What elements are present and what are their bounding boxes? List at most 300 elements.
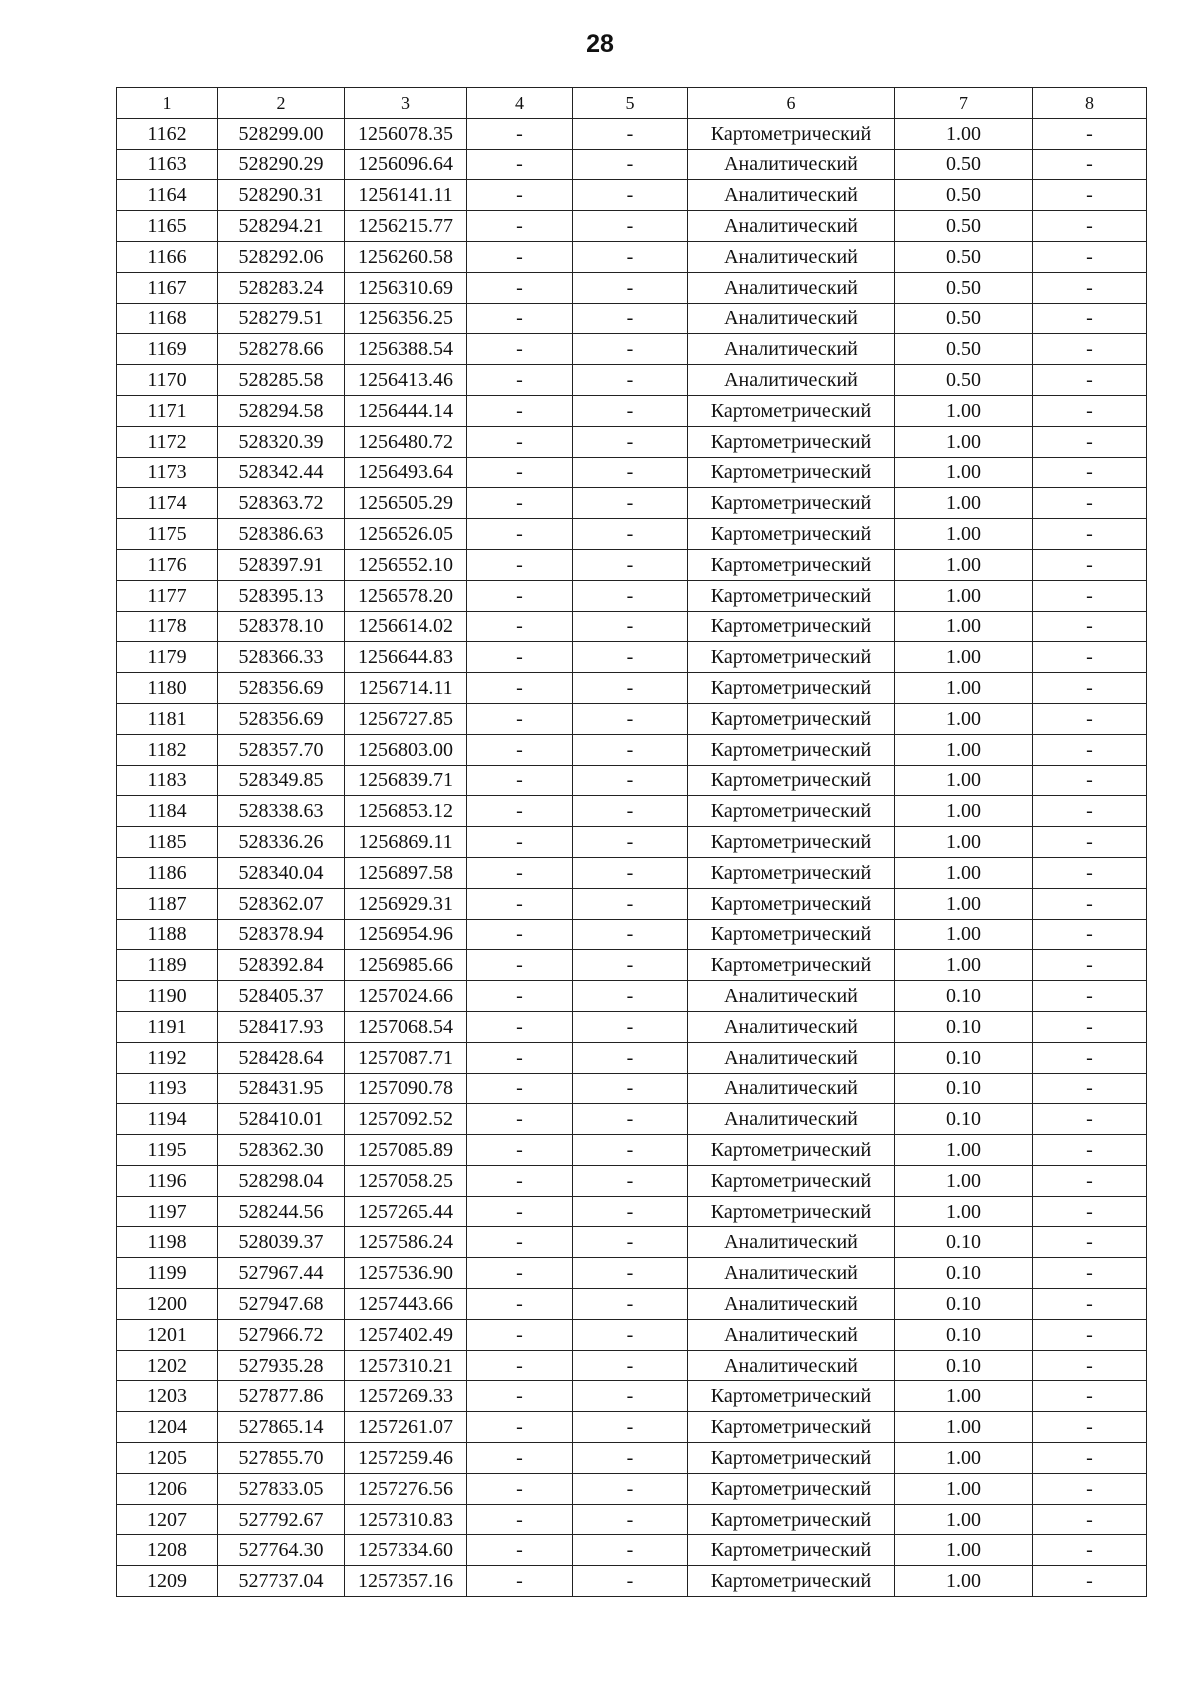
y-coordinate-cell: 1257269.33	[345, 1381, 467, 1412]
point-number-cell: 1182	[117, 734, 218, 765]
column-4-cell: -	[467, 1135, 573, 1166]
accuracy-cell: 0.10	[895, 1258, 1033, 1289]
column-4-cell: -	[467, 765, 573, 796]
point-number-cell: 1198	[117, 1227, 218, 1258]
y-coordinate-cell: 1257402.49	[345, 1319, 467, 1350]
method-cell: Картометрический	[688, 395, 895, 426]
column-5-cell: -	[573, 1258, 688, 1289]
y-coordinate-cell: 1256260.58	[345, 241, 467, 272]
column-5-cell: -	[573, 580, 688, 611]
column-4-cell: -	[467, 950, 573, 981]
point-number-cell: 1201	[117, 1319, 218, 1350]
x-coordinate-cell: 528356.69	[218, 673, 345, 704]
method-cell: Аналитический	[688, 303, 895, 334]
column-8-cell: -	[1033, 1443, 1147, 1474]
table-row	[117, 488, 1147, 519]
table-row	[117, 642, 1147, 673]
method-cell: Картометрический	[688, 549, 895, 580]
column-4-cell: -	[467, 919, 573, 950]
column-header: 1	[117, 88, 218, 119]
x-coordinate-cell: 528244.56	[218, 1196, 345, 1227]
method-cell: Аналитический	[688, 1319, 895, 1350]
table-row	[117, 303, 1147, 334]
column-8-cell: -	[1033, 1473, 1147, 1504]
point-number-cell: 1189	[117, 950, 218, 981]
table-row	[117, 1196, 1147, 1227]
column-5-cell: -	[573, 1535, 688, 1566]
table-row	[117, 1011, 1147, 1042]
method-cell: Картометрический	[688, 488, 895, 519]
column-header: 8	[1033, 88, 1147, 119]
column-8-cell: -	[1033, 765, 1147, 796]
method-cell: Картометрический	[688, 1135, 895, 1166]
column-4-cell: -	[467, 1258, 573, 1289]
point-number-cell: 1180	[117, 673, 218, 704]
method-cell: Аналитический	[688, 180, 895, 211]
column-5-cell: -	[573, 611, 688, 642]
column-4-cell: -	[467, 272, 573, 303]
accuracy-cell: 1.00	[895, 580, 1033, 611]
x-coordinate-cell: 527865.14	[218, 1412, 345, 1443]
y-coordinate-cell: 1257259.46	[345, 1443, 467, 1474]
method-cell: Аналитический	[688, 1011, 895, 1042]
accuracy-cell: 1.00	[895, 1566, 1033, 1597]
column-5-cell: -	[573, 118, 688, 149]
point-number-cell: 1177	[117, 580, 218, 611]
point-number-cell: 1194	[117, 1104, 218, 1135]
column-8-cell: -	[1033, 1535, 1147, 1566]
accuracy-cell: 0.50	[895, 365, 1033, 396]
table-row	[117, 1042, 1147, 1073]
column-4-cell: -	[467, 426, 573, 457]
column-4-cell: -	[467, 1535, 573, 1566]
point-number-cell: 1174	[117, 488, 218, 519]
column-5-cell: -	[573, 488, 688, 519]
point-number-cell: 1191	[117, 1011, 218, 1042]
y-coordinate-cell: 1257276.56	[345, 1473, 467, 1504]
point-number-cell: 1176	[117, 549, 218, 580]
x-coordinate-cell: 527966.72	[218, 1319, 345, 1350]
point-number-cell: 1196	[117, 1165, 218, 1196]
accuracy-cell: 1.00	[895, 1473, 1033, 1504]
accuracy-cell: 0.50	[895, 180, 1033, 211]
method-cell: Картометрический	[688, 1196, 895, 1227]
accuracy-cell: 1.00	[895, 549, 1033, 580]
column-8-cell: -	[1033, 241, 1147, 272]
accuracy-cell: 0.10	[895, 1319, 1033, 1350]
column-8-cell: -	[1033, 426, 1147, 457]
point-number-cell: 1175	[117, 519, 218, 550]
table-row	[117, 1289, 1147, 1320]
column-4-cell: -	[467, 1073, 573, 1104]
point-number-cell: 1192	[117, 1042, 218, 1073]
column-8-cell: -	[1033, 827, 1147, 858]
column-8-cell: -	[1033, 395, 1147, 426]
point-number-cell: 1195	[117, 1135, 218, 1166]
column-4-cell: -	[467, 549, 573, 580]
y-coordinate-cell: 1256897.58	[345, 857, 467, 888]
y-coordinate-cell: 1256954.96	[345, 919, 467, 950]
column-8-cell: -	[1033, 1135, 1147, 1166]
column-8-cell: -	[1033, 796, 1147, 827]
table-row	[117, 1104, 1147, 1135]
column-4-cell: -	[467, 1011, 573, 1042]
x-coordinate-cell: 527855.70	[218, 1443, 345, 1474]
column-8-cell: -	[1033, 1258, 1147, 1289]
method-cell: Картометрический	[688, 1165, 895, 1196]
column-5-cell: -	[573, 426, 688, 457]
accuracy-cell: 1.00	[895, 950, 1033, 981]
column-5-cell: -	[573, 365, 688, 396]
y-coordinate-cell: 1257090.78	[345, 1073, 467, 1104]
column-4-cell: -	[467, 1319, 573, 1350]
y-coordinate-cell: 1257085.89	[345, 1135, 467, 1166]
column-5-cell: -	[573, 642, 688, 673]
x-coordinate-cell: 528392.84	[218, 950, 345, 981]
accuracy-cell: 1.00	[895, 1443, 1033, 1474]
column-5-cell: -	[573, 1350, 688, 1381]
accuracy-cell: 1.00	[895, 395, 1033, 426]
column-5-cell: -	[573, 241, 688, 272]
column-8-cell: -	[1033, 1104, 1147, 1135]
point-number-cell: 1184	[117, 796, 218, 827]
x-coordinate-cell: 528366.33	[218, 642, 345, 673]
accuracy-cell: 1.00	[895, 796, 1033, 827]
column-4-cell: -	[467, 888, 573, 919]
y-coordinate-cell: 1257310.21	[345, 1350, 467, 1381]
y-coordinate-cell: 1256215.77	[345, 211, 467, 242]
table-row	[117, 1566, 1147, 1597]
column-8-cell: -	[1033, 1042, 1147, 1073]
accuracy-cell: 0.10	[895, 1104, 1033, 1135]
column-8-cell: -	[1033, 272, 1147, 303]
accuracy-cell: 0.10	[895, 1227, 1033, 1258]
accuracy-cell: 1.00	[895, 888, 1033, 919]
method-cell: Картометрический	[688, 1443, 895, 1474]
method-cell: Картометрический	[688, 950, 895, 981]
column-5-cell: -	[573, 334, 688, 365]
accuracy-cell: 1.00	[895, 1165, 1033, 1196]
x-coordinate-cell: 528285.58	[218, 365, 345, 396]
column-5-cell: -	[573, 765, 688, 796]
column-5-cell: -	[573, 1165, 688, 1196]
column-8-cell: -	[1033, 734, 1147, 765]
y-coordinate-cell: 1256096.64	[345, 149, 467, 180]
point-number-cell: 1187	[117, 888, 218, 919]
column-8-cell: -	[1033, 519, 1147, 550]
x-coordinate-cell: 528039.37	[218, 1227, 345, 1258]
column-5-cell: -	[573, 796, 688, 827]
point-number-cell: 1171	[117, 395, 218, 426]
column-8-cell: -	[1033, 549, 1147, 580]
x-coordinate-cell: 528342.44	[218, 457, 345, 488]
table-row	[117, 950, 1147, 981]
column-4-cell: -	[467, 1350, 573, 1381]
column-8-cell: -	[1033, 365, 1147, 396]
accuracy-cell: 1.00	[895, 457, 1033, 488]
x-coordinate-cell: 528386.63	[218, 519, 345, 550]
accuracy-cell: 0.50	[895, 241, 1033, 272]
column-5-cell: -	[573, 1412, 688, 1443]
point-number-cell: 1188	[117, 919, 218, 950]
y-coordinate-cell: 1256493.64	[345, 457, 467, 488]
point-number-cell: 1206	[117, 1473, 218, 1504]
method-cell: Картометрический	[688, 611, 895, 642]
column-4-cell: -	[467, 857, 573, 888]
column-5-cell: -	[573, 519, 688, 550]
x-coordinate-cell: 528395.13	[218, 580, 345, 611]
column-5-cell: -	[573, 1381, 688, 1412]
table-row	[117, 673, 1147, 704]
column-8-cell: -	[1033, 1381, 1147, 1412]
accuracy-cell: 1.00	[895, 519, 1033, 550]
y-coordinate-cell: 1256078.35	[345, 118, 467, 149]
table-row	[117, 1381, 1147, 1412]
column-4-cell: -	[467, 1289, 573, 1320]
column-5-cell: -	[573, 888, 688, 919]
column-8-cell: -	[1033, 611, 1147, 642]
column-5-cell: -	[573, 950, 688, 981]
x-coordinate-cell: 527792.67	[218, 1504, 345, 1535]
accuracy-cell: 1.00	[895, 1196, 1033, 1227]
accuracy-cell: 1.00	[895, 857, 1033, 888]
column-4-cell: -	[467, 1504, 573, 1535]
accuracy-cell: 1.00	[895, 827, 1033, 858]
column-8-cell: -	[1033, 673, 1147, 704]
method-cell: Аналитический	[688, 1104, 895, 1135]
column-8-cell: -	[1033, 118, 1147, 149]
table-row	[117, 272, 1147, 303]
column-8-cell: -	[1033, 1319, 1147, 1350]
page-number: 28	[586, 30, 614, 58]
column-8-cell: -	[1033, 1165, 1147, 1196]
column-5-cell: -	[573, 1566, 688, 1597]
method-cell: Картометрический	[688, 580, 895, 611]
table-row	[117, 981, 1147, 1012]
point-number-cell: 1202	[117, 1350, 218, 1381]
x-coordinate-cell: 528397.91	[218, 549, 345, 580]
point-number-cell: 1209	[117, 1566, 218, 1597]
table-row	[117, 395, 1147, 426]
x-coordinate-cell: 528294.21	[218, 211, 345, 242]
x-coordinate-cell: 527737.04	[218, 1566, 345, 1597]
table-row	[117, 1412, 1147, 1443]
point-number-cell: 1197	[117, 1196, 218, 1227]
x-coordinate-cell: 528279.51	[218, 303, 345, 334]
y-coordinate-cell: 1257058.25	[345, 1165, 467, 1196]
method-cell: Аналитический	[688, 241, 895, 272]
x-coordinate-cell: 527947.68	[218, 1289, 345, 1320]
column-4-cell: -	[467, 1104, 573, 1135]
point-number-cell: 1172	[117, 426, 218, 457]
method-cell: Картометрический	[688, 1381, 895, 1412]
column-5-cell: -	[573, 734, 688, 765]
column-5-cell: -	[573, 1443, 688, 1474]
column-5-cell: -	[573, 673, 688, 704]
y-coordinate-cell: 1257024.66	[345, 981, 467, 1012]
method-cell: Картометрический	[688, 1504, 895, 1535]
column-header: 4	[467, 88, 573, 119]
table-row	[117, 888, 1147, 919]
method-cell: Аналитический	[688, 1350, 895, 1381]
y-coordinate-cell: 1256505.29	[345, 488, 467, 519]
y-coordinate-cell: 1257536.90	[345, 1258, 467, 1289]
accuracy-cell: 1.00	[895, 642, 1033, 673]
table-row	[117, 457, 1147, 488]
column-5-cell: -	[573, 1504, 688, 1535]
x-coordinate-cell: 527967.44	[218, 1258, 345, 1289]
table-row	[117, 611, 1147, 642]
point-number-cell: 1163	[117, 149, 218, 180]
column-4-cell: -	[467, 981, 573, 1012]
point-number-cell: 1169	[117, 334, 218, 365]
y-coordinate-cell: 1257443.66	[345, 1289, 467, 1320]
method-cell: Картометрический	[688, 1412, 895, 1443]
method-cell: Картометрический	[688, 796, 895, 827]
column-8-cell: -	[1033, 857, 1147, 888]
column-8-cell: -	[1033, 981, 1147, 1012]
accuracy-cell: 1.00	[895, 488, 1033, 519]
x-coordinate-cell: 528290.29	[218, 149, 345, 180]
column-5-cell: -	[573, 395, 688, 426]
x-coordinate-cell: 528338.63	[218, 796, 345, 827]
column-8-cell: -	[1033, 950, 1147, 981]
column-header: 3	[345, 88, 467, 119]
accuracy-cell: 1.00	[895, 1535, 1033, 1566]
table-row	[117, 241, 1147, 272]
column-8-cell: -	[1033, 642, 1147, 673]
x-coordinate-cell: 528431.95	[218, 1073, 345, 1104]
column-4-cell: -	[467, 580, 573, 611]
x-coordinate-cell: 528378.94	[218, 919, 345, 950]
x-coordinate-cell: 527764.30	[218, 1535, 345, 1566]
table-row	[117, 857, 1147, 888]
table-row	[117, 1165, 1147, 1196]
x-coordinate-cell: 528292.06	[218, 241, 345, 272]
accuracy-cell: 0.50	[895, 211, 1033, 242]
x-coordinate-cell: 528278.66	[218, 334, 345, 365]
point-number-cell: 1179	[117, 642, 218, 673]
table-row	[117, 734, 1147, 765]
accuracy-cell: 0.10	[895, 1073, 1033, 1104]
accuracy-cell: 1.00	[895, 1504, 1033, 1535]
point-number-cell: 1207	[117, 1504, 218, 1535]
accuracy-cell: 0.10	[895, 981, 1033, 1012]
point-number-cell: 1173	[117, 457, 218, 488]
column-4-cell: -	[467, 365, 573, 396]
column-8-cell: -	[1033, 303, 1147, 334]
point-number-cell: 1205	[117, 1443, 218, 1474]
y-coordinate-cell: 1256644.83	[345, 642, 467, 673]
table-row	[117, 1073, 1147, 1104]
method-cell: Аналитический	[688, 1227, 895, 1258]
column-8-cell: -	[1033, 1011, 1147, 1042]
method-cell: Аналитический	[688, 149, 895, 180]
method-cell: Картометрический	[688, 703, 895, 734]
column-5-cell: -	[573, 1042, 688, 1073]
point-number-cell: 1164	[117, 180, 218, 211]
point-number-cell: 1185	[117, 827, 218, 858]
column-5-cell: -	[573, 703, 688, 734]
point-number-cell: 1166	[117, 241, 218, 272]
column-4-cell: -	[467, 488, 573, 519]
column-4-cell: -	[467, 734, 573, 765]
method-cell: Аналитический	[688, 334, 895, 365]
column-4-cell: -	[467, 1227, 573, 1258]
accuracy-cell: 0.50	[895, 334, 1033, 365]
column-4-cell: -	[467, 395, 573, 426]
column-8-cell: -	[1033, 919, 1147, 950]
point-number-cell: 1186	[117, 857, 218, 888]
column-4-cell: -	[467, 457, 573, 488]
x-coordinate-cell: 528336.26	[218, 827, 345, 858]
column-4-cell: -	[467, 1443, 573, 1474]
column-8-cell: -	[1033, 1566, 1147, 1597]
y-coordinate-cell: 1256552.10	[345, 549, 467, 580]
accuracy-cell: 1.00	[895, 1412, 1033, 1443]
y-coordinate-cell: 1256869.11	[345, 827, 467, 858]
table-row	[117, 580, 1147, 611]
accuracy-cell: 1.00	[895, 118, 1033, 149]
accuracy-cell: 1.00	[895, 611, 1033, 642]
x-coordinate-cell: 528357.70	[218, 734, 345, 765]
column-4-cell: -	[467, 334, 573, 365]
x-coordinate-cell: 528320.39	[218, 426, 345, 457]
table-row	[117, 1258, 1147, 1289]
y-coordinate-cell: 1256614.02	[345, 611, 467, 642]
table-row	[117, 519, 1147, 550]
y-coordinate-cell: 1257310.83	[345, 1504, 467, 1535]
x-coordinate-cell: 528290.31	[218, 180, 345, 211]
method-cell: Аналитический	[688, 211, 895, 242]
table-row	[117, 118, 1147, 149]
y-coordinate-cell: 1257068.54	[345, 1011, 467, 1042]
column-8-cell: -	[1033, 703, 1147, 734]
method-cell: Аналитический	[688, 981, 895, 1012]
method-cell: Картометрический	[688, 1473, 895, 1504]
column-4-cell: -	[467, 118, 573, 149]
column-header: 7	[895, 88, 1033, 119]
accuracy-cell: 0.50	[895, 149, 1033, 180]
method-cell: Картометрический	[688, 519, 895, 550]
column-5-cell: -	[573, 149, 688, 180]
column-5-cell: -	[573, 1011, 688, 1042]
x-coordinate-cell: 528283.24	[218, 272, 345, 303]
column-8-cell: -	[1033, 1073, 1147, 1104]
column-8-cell: -	[1033, 211, 1147, 242]
table-row	[117, 149, 1147, 180]
column-8-cell: -	[1033, 149, 1147, 180]
table-row	[117, 1535, 1147, 1566]
column-5-cell: -	[573, 180, 688, 211]
y-coordinate-cell: 1256578.20	[345, 580, 467, 611]
point-number-cell: 1181	[117, 703, 218, 734]
column-5-cell: -	[573, 857, 688, 888]
table-row	[117, 919, 1147, 950]
accuracy-cell: 1.00	[895, 1381, 1033, 1412]
column-5-cell: -	[573, 549, 688, 580]
column-8-cell: -	[1033, 180, 1147, 211]
column-5-cell: -	[573, 303, 688, 334]
x-coordinate-cell: 528299.00	[218, 118, 345, 149]
column-4-cell: -	[467, 703, 573, 734]
accuracy-cell: 0.50	[895, 272, 1033, 303]
column-8-cell: -	[1033, 457, 1147, 488]
y-coordinate-cell: 1256526.05	[345, 519, 467, 550]
column-4-cell: -	[467, 241, 573, 272]
column-4-cell: -	[467, 611, 573, 642]
accuracy-cell: 1.00	[895, 919, 1033, 950]
